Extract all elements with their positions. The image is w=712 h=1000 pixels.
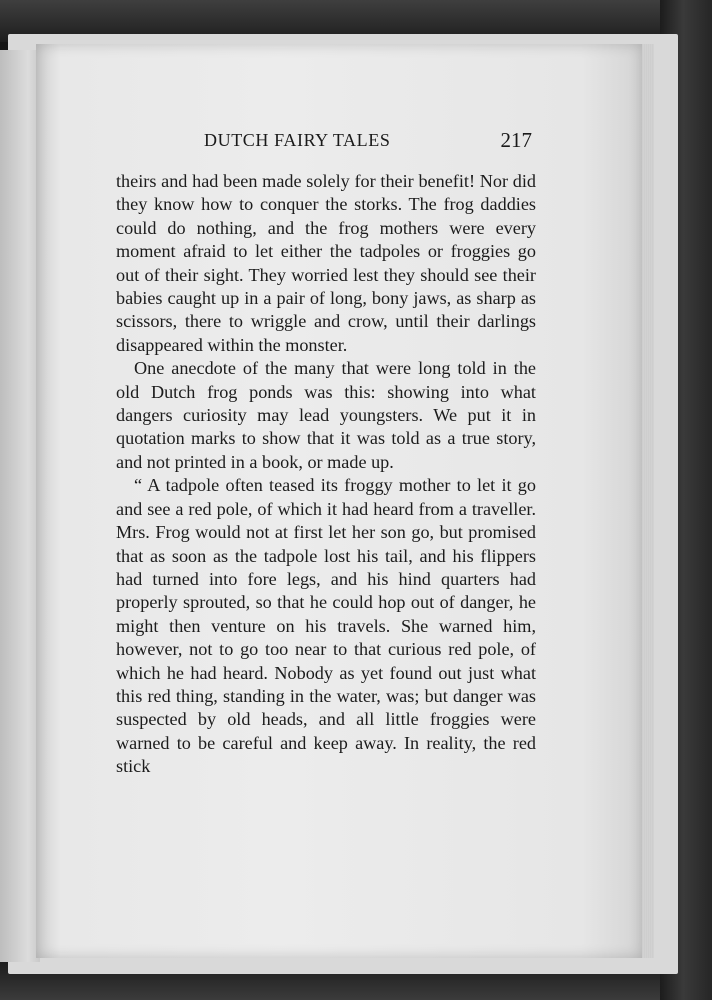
page-number: 217 <box>500 128 532 152</box>
running-title: DUTCH FAIRY TALES <box>204 130 391 150</box>
paragraph-2: One anecdote of the many that were long told in the old Dutch frog ponds was this: showing into what dangers curiosity may lead youngsters. We put it in quotation marks to show that it was told as a true story, and not printed in a book, or made up. <box>116 358 536 472</box>
running-head <box>120 130 532 158</box>
paragraph-1: theirs and had been made solely for their benefit! Nor did they know how to conquer the storks. The frog daddies could do nothing, and the frog mothers were every moment afraid to let either the tadpoles or froggies go out of their sight. They worried lest they should see their babies caught up in a pair of long, bony jaws, as sharp as scissors, there to wriggle and crow, until their darlings disappeared within the monster. <box>116 171 536 355</box>
paragraph-3: “ A tadpole often teased its froggy mother to let it go and see a red pole, of which it had heard from a traveller. Mrs. Frog would not at first let her son go, but promised that as soon as the tadpole lost his tail, and his flippers had turned into fore legs, and his hind quarters had properly sprouted, so that he could hop out of danger, he might then venture on his travels. She warned him, however, not to go too near to that curious red pole, of which he had heard. Nobody as yet found out just what this red thing, standing in the water, was; but danger was suspected by old heads, and all little froggies were warned to be careful and keep away. In reality, the red stick <box>116 475 536 777</box>
facing-page-edge <box>0 50 40 962</box>
page-fore-edge <box>640 44 654 958</box>
body-text <box>116 170 536 779</box>
